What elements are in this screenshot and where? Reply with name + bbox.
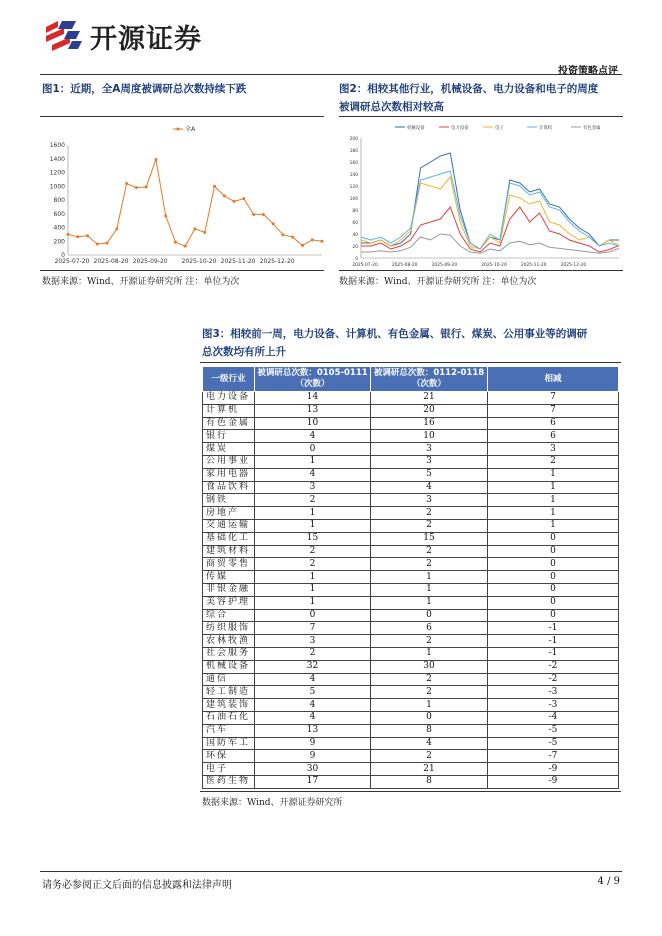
table-value-cell: 15 [255, 532, 371, 545]
table-value-cell: 1 [488, 468, 619, 481]
table-value-cell: 3 [255, 635, 371, 648]
table-row [203, 711, 619, 724]
legend-label: 全A [185, 126, 196, 133]
table-value-cell: 0 [488, 609, 619, 622]
table-value-cell: 2 [371, 558, 488, 571]
y-tick-label: 400 [53, 224, 65, 232]
table-value-cell: 13 [255, 724, 371, 737]
table-value-cell: 2 [371, 750, 488, 763]
data-point [272, 222, 275, 225]
industry-name-cell: 有色金属 [203, 417, 255, 430]
industry-name-cell: 综合 [203, 609, 255, 622]
table-value-cell: -9 [488, 775, 619, 788]
table-value-cell: -3 [488, 686, 619, 699]
industry-name-cell: 国防军工 [203, 737, 255, 750]
y-tick-label: 60 [352, 221, 358, 226]
table-value-cell: 1 [371, 571, 488, 584]
fig1-source: 数据来源：Wind、开源证券研究所 注：单位为次 [42, 277, 240, 287]
industry-name-cell: 通信 [203, 673, 255, 686]
table-value-cell: 9 [255, 750, 371, 763]
table-value-cell: 0 [488, 583, 619, 596]
table-row [203, 545, 619, 558]
table-value-cell: 0 [488, 596, 619, 609]
table-value-cell: 4 [255, 699, 371, 712]
table-value-cell: 1 [255, 571, 371, 584]
table-value-cell: 4 [255, 468, 371, 481]
industry-name-cell: 农林牧渔 [203, 635, 255, 648]
page-number: 4 / 9 [597, 876, 620, 887]
table-value-cell: 7 [255, 622, 371, 635]
y-tick-label: 100 [349, 197, 358, 202]
data-point [184, 245, 187, 248]
data-point [233, 200, 236, 203]
industry-name-cell: 计算机 [203, 404, 255, 417]
table-row [203, 417, 619, 430]
x-tick-label: 2025-08-20 [93, 258, 129, 265]
table-value-cell: 0 [371, 609, 488, 622]
industry-name-cell: 家用电器 [203, 468, 255, 481]
table-value-cell: 0 [488, 532, 619, 545]
table-row [203, 622, 619, 635]
fig2-title-line1: 图2：相较其他行业，机械设备、电力设备和电子的周度 [339, 83, 599, 95]
table-value-cell: 2 [371, 507, 488, 520]
industry-name-cell: 房地产 [203, 507, 255, 520]
table-value-cell: 0 [255, 443, 371, 456]
data-point [135, 186, 138, 189]
table-row [203, 635, 619, 648]
y-tick-label: 0 [355, 257, 358, 262]
data-point [96, 243, 99, 246]
table-value-cell: 9 [255, 737, 371, 750]
fig2-title-line2: 被调研总次数相对较高 [339, 101, 444, 113]
table-row [203, 673, 619, 686]
legend-label: 电力设备 [451, 126, 469, 131]
data-point [154, 158, 157, 161]
fig2-source: 数据来源：Wind、开源证券研究所 注：单位为次 [339, 277, 537, 287]
table-value-cell: 21 [371, 763, 488, 776]
table-row [203, 532, 619, 545]
table-value-cell: 3 [371, 494, 488, 507]
table-value-cell: 1 [255, 507, 371, 520]
table-value-cell: 2 [371, 519, 488, 532]
fig3-bottom-rule [200, 791, 621, 792]
table-value-cell: 3 [371, 443, 488, 456]
table-value-cell: -4 [488, 711, 619, 724]
table-value-cell: 32 [255, 660, 371, 673]
y-tick-label: 0 [61, 252, 65, 259]
legend-label: 计算机 [539, 126, 553, 131]
data-point [67, 233, 70, 236]
table-header-row [203, 367, 619, 392]
table-row [203, 763, 619, 776]
table-value-cell: 5 [255, 686, 371, 699]
data-point [203, 231, 206, 234]
table-row [203, 430, 619, 443]
table-value-cell: 0 [255, 609, 371, 622]
table-value-cell: 0 [488, 558, 619, 571]
table-value-cell: 2 [255, 558, 371, 571]
table-row [203, 507, 619, 520]
table-row [203, 750, 619, 763]
data-point [213, 185, 216, 188]
table-value-cell: 1 [371, 596, 488, 609]
y-tick-label: 40 [352, 233, 358, 238]
fig1-rule [40, 116, 324, 117]
x-tick-label: 2025-07-20 [352, 263, 378, 268]
table-value-cell: -5 [488, 724, 619, 737]
table-value-cell: 2 [255, 545, 371, 558]
table-row [203, 443, 619, 456]
industry-name-cell: 医药生物 [203, 775, 255, 788]
legend-label: 有色金属 [583, 126, 601, 131]
industry-name-cell: 轻工制造 [203, 686, 255, 699]
x-tick-label: 2025-12-20 [560, 263, 587, 268]
industry-name-cell: 钢铁 [203, 494, 255, 507]
company-logo-icon [42, 17, 84, 55]
table-value-cell: 6 [488, 430, 619, 443]
industry-name-cell: 机械设备 [203, 660, 255, 673]
y-tick-label: 1400 [49, 155, 65, 163]
table-value-cell: 1 [255, 583, 371, 596]
fig3-title-line2: 总次数均有所上升 [202, 346, 286, 358]
x-tick-label: 2025-10-20 [181, 258, 217, 265]
table-header-cell: 被调研总次数：0112-0118（次数） [371, 367, 488, 392]
table-value-cell: -7 [488, 750, 619, 763]
table-value-cell: 6 [488, 417, 619, 430]
x-tick-label: 2025-11-20 [520, 263, 547, 268]
table-value-cell: 2 [488, 455, 619, 468]
industry-name-cell: 商贸零售 [203, 558, 255, 571]
industry-name-cell: 美容护理 [203, 596, 255, 609]
legend-marker [177, 128, 180, 131]
fig2-chart [339, 118, 623, 268]
table-value-cell: 1 [255, 455, 371, 468]
table-value-cell: 2 [371, 635, 488, 648]
table-row [203, 583, 619, 596]
data-point [164, 214, 167, 217]
x-tick-label: 2025-12-20 [259, 258, 295, 265]
data-point [311, 238, 314, 241]
table-value-cell: -1 [488, 622, 619, 635]
industry-name-cell: 银行 [203, 430, 255, 443]
table-header-cell: 被调研总次数：0105-0111（次数） [255, 367, 371, 392]
table-value-cell: 1 [371, 699, 488, 712]
data-point [301, 244, 304, 247]
industry-name-cell: 社会服务 [203, 647, 255, 660]
x-tick-label: 2025-09-20 [132, 258, 168, 265]
doc-type-label: 投资策略点评 [558, 66, 618, 77]
legend-label: 机械设备 [407, 126, 425, 131]
table-value-cell: 2 [255, 494, 371, 507]
legend-label: 电子 [495, 126, 504, 131]
y-tick-label: 160 [349, 161, 358, 166]
fig3-title-line1: 图3：相较前一周，电力设备、计算机、有色金属、银行、煤炭、公用事业等的调研 [202, 328, 588, 340]
table-value-cell: 13 [255, 404, 371, 417]
y-tick-label: 200 [349, 137, 358, 142]
y-tick-label: 180 [349, 149, 358, 154]
industry-name-cell: 交通运输 [203, 519, 255, 532]
y-tick-label: 1600 [49, 142, 65, 149]
industry-name-cell: 石油石化 [203, 711, 255, 724]
table-row [203, 699, 619, 712]
y-tick-label: 1000 [49, 183, 65, 191]
y-tick-label: 20 [352, 245, 358, 250]
table-value-cell: 3 [255, 481, 371, 494]
table-row [203, 737, 619, 750]
table-value-cell: 1 [371, 583, 488, 596]
industry-name-cell: 汽车 [203, 724, 255, 737]
fig2-chart-svg [339, 118, 623, 268]
table-value-cell: 4 [255, 430, 371, 443]
fig3-source: 数据来源：Wind、开源证券研究所 [202, 798, 343, 808]
data-point [125, 182, 128, 185]
table-value-cell: 4 [371, 737, 488, 750]
y-tick-label: 120 [349, 185, 358, 190]
table-row [203, 571, 619, 584]
table-value-cell: 30 [371, 660, 488, 673]
table-value-cell: 3 [371, 455, 488, 468]
footer-disclaimer: 请务必参阅正文后面的信息披露和法律声明 [42, 880, 232, 891]
footer-divider [40, 871, 622, 872]
table-value-cell: 10 [255, 417, 371, 430]
table-value-cell: -3 [488, 699, 619, 712]
data-point [76, 235, 79, 238]
data-point [242, 197, 245, 200]
x-tick-label: 2025-08-20 [391, 263, 418, 268]
table-value-cell: 2 [371, 673, 488, 686]
company-logo [42, 16, 202, 56]
company-name: 开源证券 [90, 23, 202, 55]
table-value-cell: -2 [488, 673, 619, 686]
header-divider [40, 74, 622, 75]
table-value-cell: 6 [371, 622, 488, 635]
table-value-cell: 2 [255, 647, 371, 660]
table-row [203, 494, 619, 507]
table-row [203, 455, 619, 468]
fig2-bottom-rule [339, 270, 623, 271]
table-value-cell: 0 [488, 545, 619, 558]
fig2-rule [339, 116, 623, 117]
fig3-rule [200, 362, 621, 363]
table-value-cell: 10 [371, 430, 488, 443]
table-value-cell: 15 [371, 532, 488, 545]
table-value-cell: -5 [488, 737, 619, 750]
x-tick-label: 2025-09-20 [431, 263, 458, 268]
data-point [262, 213, 265, 216]
y-tick-label: 600 [53, 210, 65, 218]
table-row [203, 660, 619, 673]
x-tick-label: 2025-11-20 [220, 258, 256, 265]
fig1-bottom-rule [40, 270, 324, 271]
x-tick-label: 2025-10-20 [481, 263, 507, 268]
series-line-2 [361, 177, 619, 249]
table-value-cell: 4 [255, 673, 371, 686]
table-row [203, 468, 619, 481]
table-value-cell: 8 [371, 724, 488, 737]
fig1-chart-svg [40, 118, 324, 268]
data-point [174, 241, 177, 244]
data-point [321, 240, 324, 243]
fig1-title: 图1：近期，全A周度被调研总次数持续下跌 [42, 83, 247, 95]
industry-name-cell: 食品饮料 [203, 481, 255, 494]
table-value-cell: 1 [488, 507, 619, 520]
y-tick-label: 80 [352, 209, 358, 214]
table-row [203, 686, 619, 699]
industry-table [202, 366, 619, 789]
series-line-0 [68, 159, 322, 246]
table-value-cell: 4 [371, 481, 488, 494]
data-point [223, 194, 226, 197]
industry-name-cell: 纺织服饰 [203, 622, 255, 635]
table-row [203, 519, 619, 532]
industry-name-cell: 传媒 [203, 571, 255, 584]
table-value-cell: 5 [371, 468, 488, 481]
y-tick-label: 800 [53, 197, 65, 204]
table-row [203, 724, 619, 737]
table-row [203, 609, 619, 622]
table-value-cell: 14 [255, 392, 371, 405]
table-value-cell: 3 [488, 443, 619, 456]
table-value-cell: 20 [371, 404, 488, 417]
industry-name-cell: 非银金融 [203, 583, 255, 596]
industry-name-cell: 建筑装饰 [203, 699, 255, 712]
table-row [203, 775, 619, 788]
table-value-cell: 1 [371, 647, 488, 660]
industry-name-cell: 建筑材料 [203, 545, 255, 558]
industry-name-cell: 煤炭 [203, 443, 255, 456]
table-value-cell: -2 [488, 660, 619, 673]
table-value-cell: 0 [488, 571, 619, 584]
data-point [194, 227, 197, 230]
data-point [106, 241, 109, 244]
table-value-cell: 21 [371, 392, 488, 405]
table-value-cell: 2 [371, 545, 488, 558]
table-value-cell: 0 [371, 711, 488, 724]
data-point [115, 227, 118, 230]
industry-name-cell: 电子 [203, 763, 255, 776]
table-value-cell: -9 [488, 763, 619, 776]
table-value-cell: 30 [255, 763, 371, 776]
x-tick-label: 2025-07-20 [54, 258, 90, 265]
table-body [203, 392, 619, 789]
y-tick-label: 140 [349, 173, 358, 178]
fig1-chart [40, 118, 324, 268]
table-value-cell: 1 [488, 519, 619, 532]
data-point [86, 234, 89, 237]
table-value-cell: -1 [488, 647, 619, 660]
table-row [203, 404, 619, 417]
y-tick-label: 200 [53, 238, 65, 246]
table-row [203, 392, 619, 405]
y-tick-label: 1200 [49, 169, 65, 177]
table-value-cell: 7 [488, 392, 619, 405]
table-value-cell: 1 [255, 596, 371, 609]
data-point [145, 185, 148, 188]
table-value-cell: 16 [371, 417, 488, 430]
table-value-cell: 1 [488, 494, 619, 507]
table-row [203, 558, 619, 571]
table-value-cell: 1 [255, 519, 371, 532]
data-point [252, 213, 255, 216]
table-value-cell: -1 [488, 635, 619, 648]
industry-name-cell: 电力设备 [203, 392, 255, 405]
table-value-cell: 17 [255, 775, 371, 788]
table-value-cell: 2 [371, 686, 488, 699]
table-header-cell: 一级行业 [203, 367, 255, 392]
data-point [281, 233, 284, 236]
industry-name-cell: 环保 [203, 750, 255, 763]
series-line-1 [361, 207, 619, 252]
industry-name-cell: 基础化工 [203, 532, 255, 545]
table-value-cell: 7 [488, 404, 619, 417]
industry-name-cell: 公用事业 [203, 455, 255, 468]
table-value-cell: 8 [371, 775, 488, 788]
table-value-cell: 1 [488, 481, 619, 494]
table-row [203, 481, 619, 494]
table-header-cell: 相减 [488, 367, 619, 392]
table-value-cell: 4 [255, 711, 371, 724]
data-point [291, 236, 294, 239]
table-row [203, 647, 619, 660]
table-row [203, 596, 619, 609]
